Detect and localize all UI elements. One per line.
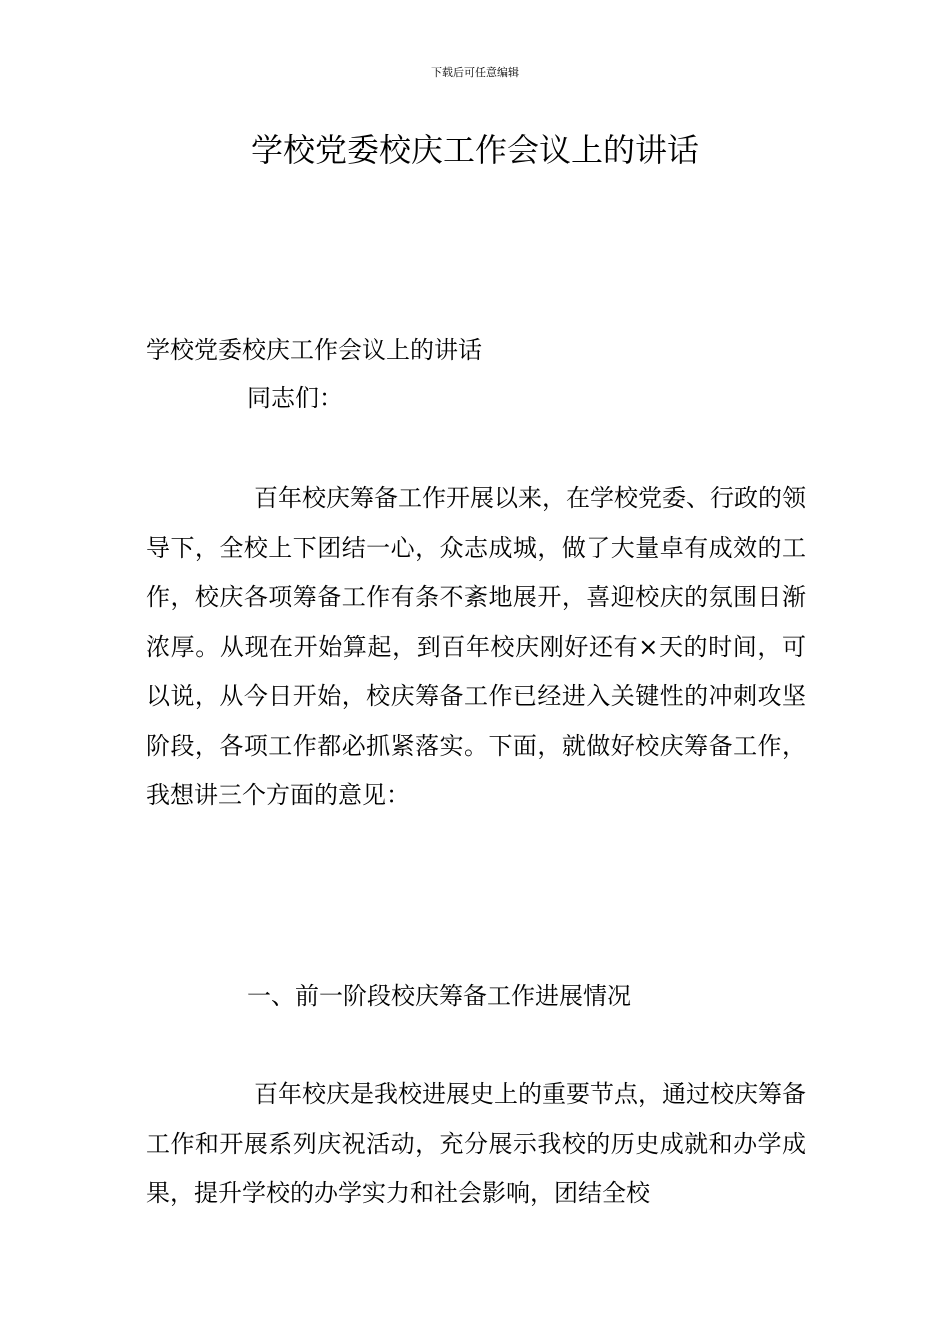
paragraph-2: 百年校庆是我校进展史上的重要节点，通过校庆筹备工作和开展系列庆祝活动，充分展示我校的历史成就和办学成果，提升学校的办学实力和社会影响，团结全校 xyxy=(146,1080,806,1207)
section-1-heading: 一、前一阶段校庆筹备工作进展情况 xyxy=(247,982,631,1010)
greeting: 同志们： xyxy=(247,384,343,412)
paragraph-1: 百年校庆筹备工作开展以来，在学校党委、行政的领导下，全校上下团结一心，众志成城，做了大量卓有成效的工作，校庆各项筹备工作有条不紊地展开，喜迎校庆的氛围日渐浓厚。从现在开始算起，到百年校庆刚好还有×天的时间，可以说，从今日开始，校庆筹备工作已经进入关键性的冲刺攻坚阶段，各项工作都必抓紧落实。下面，就做好校庆筹备工作，我想讲三个方面的意见： xyxy=(146,484,806,809)
page-header-note: 下载后可任意编辑 xyxy=(431,66,519,79)
document-subtitle: 学校党委校庆工作会议上的讲话 xyxy=(146,336,482,364)
document-title: 学校党委校庆工作会议上的讲话 xyxy=(250,131,699,169)
